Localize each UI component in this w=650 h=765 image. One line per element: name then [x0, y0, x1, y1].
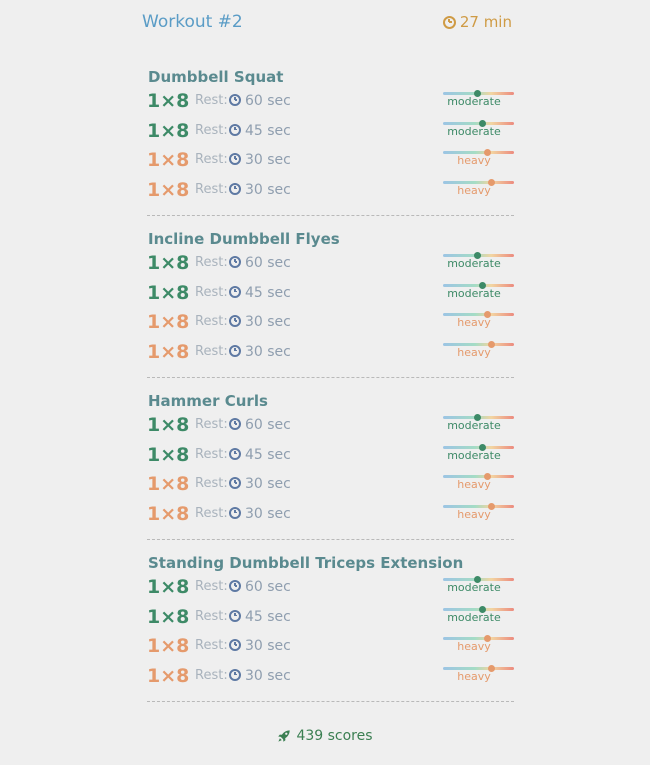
rest-duration: 30 sec — [245, 343, 291, 360]
set-row — [147, 604, 514, 630]
intensity-label: heavy — [457, 154, 491, 168]
set-reps: 1×8 — [147, 443, 190, 466]
set-reps: 1×8 — [147, 414, 190, 436]
exercise-name[interactable]: Standing Dumbbell Triceps Extension — [148, 554, 464, 572]
set-reps: 1×8 — [147, 178, 190, 201]
clock-icon — [229, 507, 241, 519]
rest-duration: 60 sec — [245, 417, 291, 433]
rest-duration: 30 sec — [245, 476, 291, 493]
set-reps: 1×8 — [147, 473, 190, 496]
set-reps: 1×8 — [147, 605, 190, 628]
intensity-slider — [443, 88, 514, 114]
workout-title[interactable]: Workout #2 — [142, 12, 243, 32]
scores-footer[interactable] — [0, 724, 650, 748]
intensity-label: moderate — [447, 581, 501, 594]
intensity-slider — [443, 633, 514, 659]
set-row — [147, 118, 514, 144]
intensity-slider — [443, 147, 514, 173]
set-reps: 1×8 — [147, 119, 190, 142]
clock-icon — [229, 183, 241, 195]
exercise-card — [147, 229, 514, 378]
rest-label: Rest: — [195, 255, 228, 270]
rest-label: Rest: — [195, 122, 228, 138]
intensity-label: heavy — [457, 316, 491, 330]
rest-label: Rest: — [195, 505, 228, 521]
set-row — [147, 280, 514, 306]
duration-value: 27 min — [459, 13, 512, 31]
rest-label: Rest: — [195, 446, 228, 462]
exercise-card — [147, 553, 514, 702]
intensity-label: moderate — [447, 124, 501, 138]
intensity-slider — [443, 309, 514, 335]
intensity-slider — [443, 118, 514, 144]
rest-duration: 30 sec — [245, 638, 291, 655]
rest-duration: 30 sec — [245, 181, 291, 198]
rest-duration: 60 sec — [245, 93, 291, 109]
clock-icon — [229, 610, 241, 622]
rest-duration: 60 sec — [245, 579, 291, 595]
rest-duration: 45 sec — [245, 284, 291, 301]
intensity-label: moderate — [447, 448, 501, 462]
intensity-label: heavy — [457, 183, 491, 197]
rest-duration: 45 sec — [245, 446, 291, 463]
clock-icon — [229, 256, 241, 268]
exercise-card — [147, 391, 514, 540]
clock-icon — [229, 94, 241, 106]
intensity-label: heavy — [457, 669, 491, 683]
set-reps: 1×8 — [147, 281, 190, 304]
set-row — [147, 574, 514, 600]
intensity-label: heavy — [457, 478, 491, 492]
intensity-slider — [443, 339, 514, 365]
scores-count: 439 scores — [296, 728, 373, 744]
rest-label: Rest: — [195, 314, 228, 330]
rest-duration: 30 sec — [245, 505, 291, 522]
set-reps: 1×8 — [147, 502, 190, 525]
set-reps: 1×8 — [147, 664, 190, 687]
set-row — [147, 88, 514, 114]
intensity-label: heavy — [457, 507, 491, 521]
intensity-slider — [443, 574, 514, 600]
rest-label: Rest: — [195, 608, 228, 624]
exercise-name[interactable]: Hammer Curls — [148, 392, 268, 410]
set-row — [147, 177, 514, 203]
intensity-label: moderate — [447, 419, 501, 432]
intensity-slider — [443, 501, 514, 527]
exercise-name[interactable]: Incline Dumbbell Flyes — [148, 230, 340, 248]
rest-label: Rest: — [195, 579, 228, 594]
clock-icon — [229, 153, 241, 165]
set-row — [147, 471, 514, 497]
intensity-slider — [443, 663, 514, 689]
intensity-label: heavy — [457, 345, 491, 359]
rest-label: Rest: — [195, 667, 228, 683]
intensity-label: moderate — [447, 257, 501, 270]
clock-icon — [229, 669, 241, 681]
set-row — [147, 633, 514, 659]
rest-duration: 30 sec — [245, 314, 291, 331]
clock-icon — [229, 124, 241, 136]
workout-header — [142, 10, 512, 34]
rest-label: Rest: — [195, 152, 228, 168]
intensity-slider — [443, 604, 514, 630]
rest-label: Rest: — [195, 284, 228, 300]
intensity-slider — [443, 250, 514, 276]
clock-icon — [229, 315, 241, 327]
rest-label: Rest: — [195, 638, 228, 654]
clock-icon — [229, 286, 241, 298]
clock-icon — [229, 345, 241, 357]
rest-label: Rest: — [195, 417, 228, 432]
clock-icon — [443, 16, 456, 29]
intensity-slider — [443, 471, 514, 497]
set-row — [147, 442, 514, 468]
exercise-card — [147, 67, 514, 216]
rest-label: Rest: — [195, 93, 228, 108]
intensity-label: moderate — [447, 286, 501, 300]
set-row — [147, 339, 514, 365]
set-row — [147, 250, 514, 276]
set-reps: 1×8 — [147, 635, 190, 658]
clock-icon — [229, 477, 241, 489]
set-row — [147, 501, 514, 527]
set-reps: 1×8 — [147, 252, 190, 274]
intensity-slider — [443, 412, 514, 438]
set-row — [147, 309, 514, 335]
intensity-slider — [443, 280, 514, 306]
set-row — [147, 663, 514, 689]
set-reps: 1×8 — [147, 149, 190, 172]
rest-duration: 45 sec — [245, 608, 291, 625]
set-reps: 1×8 — [147, 576, 190, 598]
clock-icon — [229, 448, 241, 460]
set-row — [147, 147, 514, 173]
rest-label: Rest: — [195, 476, 228, 492]
intensity-slider — [443, 442, 514, 468]
rest-label: Rest: — [195, 343, 228, 359]
set-reps: 1×8 — [147, 340, 190, 363]
intensity-label: moderate — [447, 610, 501, 624]
rest-duration: 30 sec — [245, 152, 291, 169]
set-reps: 1×8 — [147, 90, 190, 112]
set-reps: 1×8 — [147, 311, 190, 334]
clock-icon — [229, 418, 241, 430]
intensity-slider — [443, 177, 514, 203]
rest-label: Rest: — [195, 181, 228, 197]
rest-duration: 45 sec — [245, 122, 291, 139]
clock-icon — [229, 580, 241, 592]
intensity-label: heavy — [457, 640, 491, 654]
set-row — [147, 412, 514, 438]
intensity-label: moderate — [447, 95, 501, 108]
clock-icon — [229, 639, 241, 651]
workout-duration — [443, 10, 512, 34]
rocket-icon — [277, 729, 291, 743]
rest-duration: 30 sec — [245, 667, 291, 684]
rest-duration: 60 sec — [245, 255, 291, 271]
exercise-name[interactable]: Dumbbell Squat — [148, 68, 284, 86]
